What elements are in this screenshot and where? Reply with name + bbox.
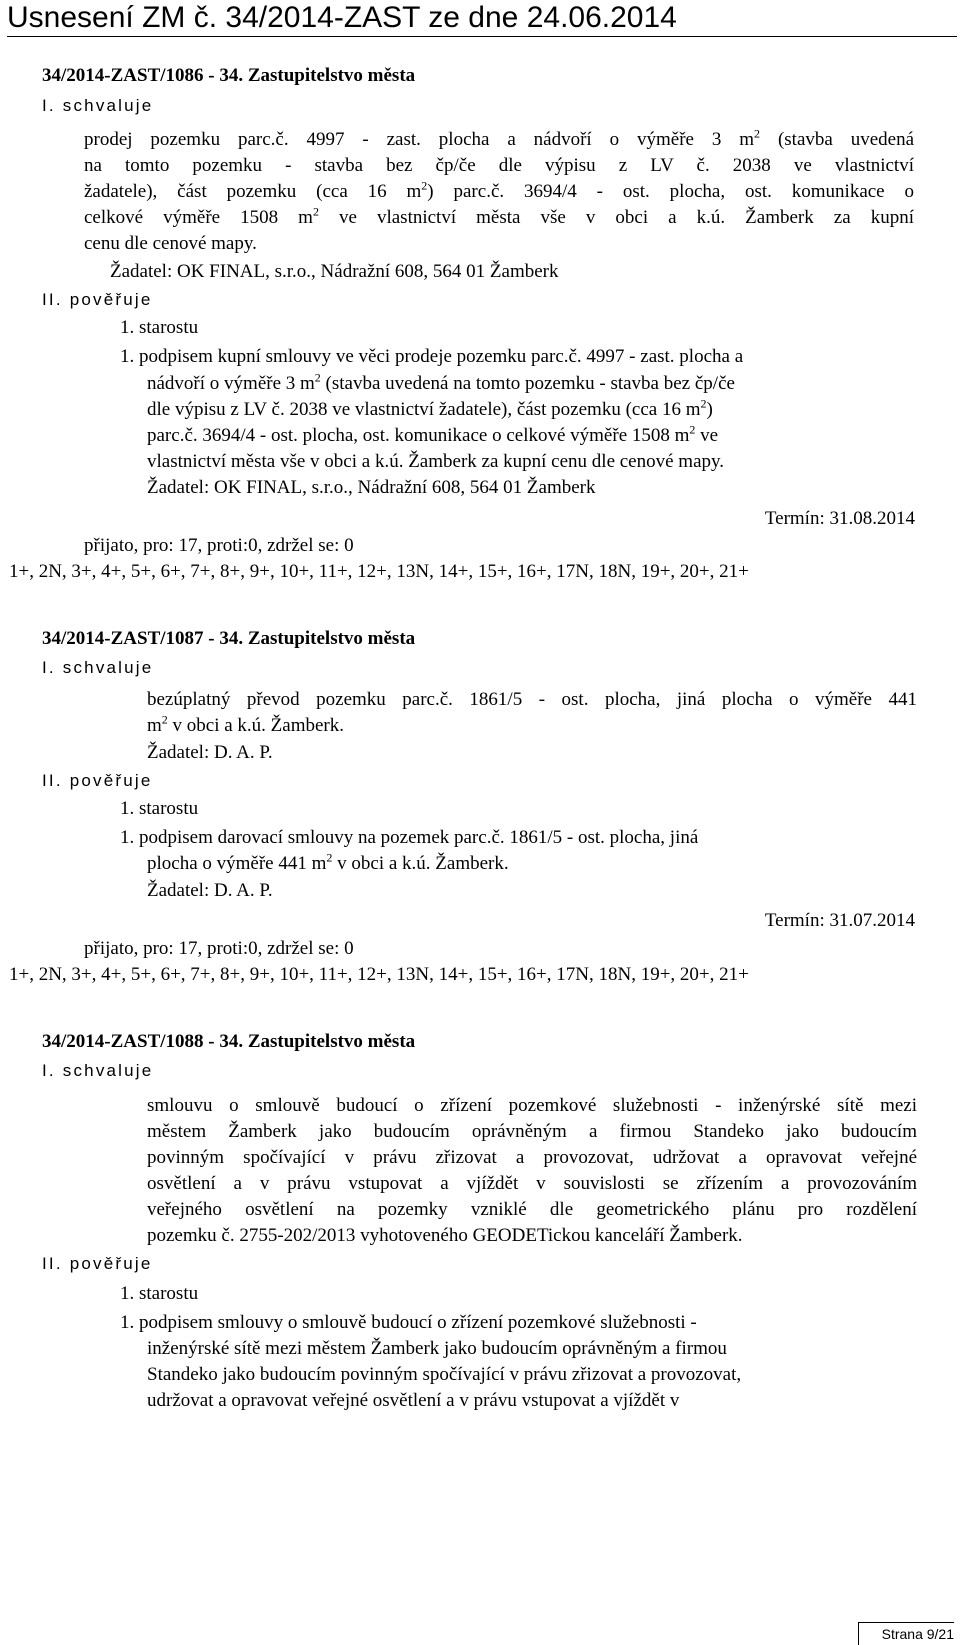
text-line: veřejného osvětlení na pozemky vzniklé dle geometrického plánu pro rozdělení	[147, 1199, 917, 1220]
text-line: cenu dle cenové mapy.	[84, 233, 257, 254]
page-header: Usnesení ZM č. 34/2014-ZAST ze dne 24.06.2014	[7, 0, 957, 37]
resolution-title: 34/2014-ZAST/1086 - 34. Zastupitelstvo města	[42, 65, 416, 86]
text-line: 1. podpisem smlouvy o smlouvě budoucí o zřízení pozemkové služebnosti -	[120, 1312, 697, 1333]
text-line: městem Žamberk jako budoucím oprávněným a firmou Standeko jako budoucím	[147, 1121, 917, 1142]
text-line: žadatele), část pozemku (cca 16 $m^2$) parc.č. 3694/4 - ost. plocha, ost. komunikace o	[84, 178, 914, 202]
poveruje-label: II. pověřuje	[42, 290, 153, 309]
text-line: prodej pozemku parc.č. 4997 - zast. plocha a nádvoří o výměře 3 $m^2$ (stavba uvedená	[84, 126, 915, 150]
text-line: osvětlení a v právu vstupovat a vjíždět v souvislosti se zřízením a provozováním	[147, 1173, 917, 1194]
text-line: Standeko jako budoucím povinným spočívající v právu zřizovat a provozovat,	[147, 1364, 742, 1385]
applicant-line: Žadatel: OK FINAL, s.r.o., Nádražní 608, 564 01 Žamberk	[110, 261, 559, 282]
text-line: nádvoří o výměře 3 $m^2$ (stavba uvedená na tomto pozemku - stavba bez čp/če	[147, 370, 735, 394]
text-line: na tomto pozemku - stavba bez čp/če dle výpisu z LV č. 2038 ve vlastnictví	[84, 155, 914, 176]
text-line: dle výpisu z LV č. 2038 ve vlastnictví žadatele), část pozemku (cca 16 $m^2$)	[147, 396, 713, 420]
text-line: udržovat a opravovat veřejné osvětlení a v právu vstupovat a vjíždět v	[147, 1390, 680, 1411]
text-line: inženýrské sítě mezi městem Žamberk jako budoucím oprávněným a firmou	[147, 1338, 727, 1359]
text-line: vlastnictví města vše v obci a k.ú. Žamberk za kupní cenu dle cenové mapy.	[147, 451, 725, 472]
text-line: parc.č. 3694/4 - ost. plocha, ost. komunikace o celkové výměře 1508 $m^2$ ve	[147, 422, 719, 446]
resolution-title: 34/2014-ZAST/1087 - 34. Zastupitelstvo města	[42, 628, 416, 649]
text-line: $m^2$ v obci a k.ú. Žamberk.	[147, 712, 345, 736]
starostu-label: 1. starostu	[120, 317, 199, 338]
starostu-label: 1. starostu	[120, 798, 199, 819]
resolution-title: 34/2014-ZAST/1088 - 34. Zastupitelstvo města	[42, 1031, 416, 1052]
vote-result: přijato, pro: 17, proti:0, zdržel se: 0	[84, 535, 354, 556]
text-line: smlouvu o smlouvě budoucí o zřízení pozemkové služebnosti - inženýrské sítě mezi	[147, 1095, 917, 1116]
text-line: bezúplatný převod pozemku parc.č. 1861/5 - ost. plocha, jiná plocha o výměře 441	[147, 689, 917, 710]
poveruje-label: II. pověřuje	[42, 771, 153, 790]
page-number: Strana 9/21	[858, 1622, 954, 1645]
poveruje-label: II. pověřuje	[42, 1254, 153, 1273]
applicant-line: Žadatel: D. A. P.	[147, 742, 273, 763]
applicant-line: Žadatel: D. A. P.	[147, 880, 273, 901]
text-line: povinným spočívající v právu zřizovat a provozovat, udržovat a opravovat veřejné	[147, 1147, 917, 1168]
text-line: 1. podpisem kupní smlouvy ve věci prodeje pozemku parc.č. 4997 - zast. plocha a	[120, 346, 744, 367]
text-line: 1. podpisem darovací smlouvy na pozemek parc.č. 1861/5 - ost. plocha, jiná	[120, 827, 699, 848]
starostu-label: 1. starostu	[120, 1283, 199, 1304]
schvaluje-label: I. schvaluje	[42, 658, 154, 677]
applicant-line: Žadatel: OK FINAL, s.r.o., Nádražní 608, 564 01 Žamberk	[147, 477, 596, 498]
text-line: plocha o výměře 441 $m^2$ v obci a k.ú. Žamberk.	[147, 850, 509, 874]
schvaluje-label: I. schvaluje	[42, 1061, 154, 1080]
vote-list: 1+, 2N, 3+, 4+, 5+, 6+, 7+, 8+, 9+, 10+, 11+, 12+, 13N, 14+, 15+, 16+, 17N, 18N, 19+, 20+, 21+	[9, 964, 749, 985]
text-line: celkové výměře 1508 $m^2$ ve vlastnictví města vše v obci a k.ú. Žamberk za kupní	[84, 204, 914, 228]
vote-list: 1+, 2N, 3+, 4+, 5+, 6+, 7+, 8+, 9+, 10+, 11+, 12+, 13N, 14+, 15+, 16+, 17N, 18N, 19+, 20+, 21+	[9, 561, 749, 582]
deadline: Termín: 31.08.2014	[764, 508, 915, 529]
vote-result: přijato, pro: 17, proti:0, zdržel se: 0	[84, 938, 354, 959]
text-line: pozemku č. 2755-202/2013 vyhotoveného GEODETickou kanceláří Žamberk.	[147, 1225, 743, 1246]
deadline: Termín: 31.07.2014	[764, 910, 915, 931]
schvaluje-label: I. schvaluje	[42, 96, 154, 115]
